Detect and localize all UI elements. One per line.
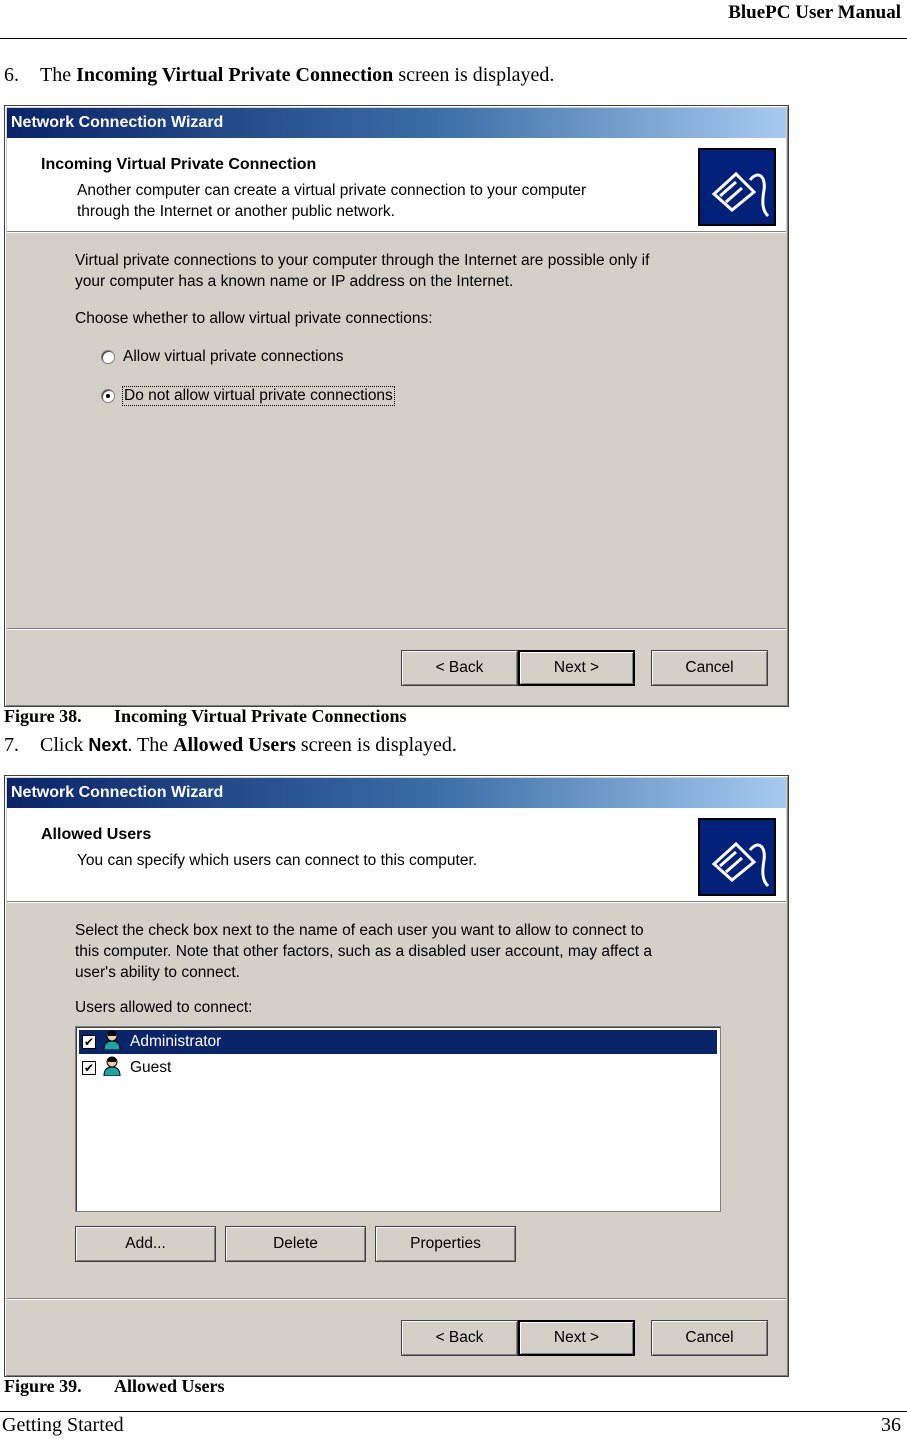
wizard-incoming-vpn	[4, 105, 789, 707]
step-7-screen-name: Allowed Users	[173, 734, 296, 756]
step-7-suffix: screen is displayed.	[295, 734, 457, 756]
user-checkbox[interactable]: ✔	[83, 1035, 95, 1049]
step-7-prefix: Click	[40, 734, 89, 756]
network-plug-icon	[698, 818, 776, 896]
wizard-body	[7, 904, 786, 1374]
wizard-subheading	[77, 180, 677, 222]
wizard-header	[7, 138, 786, 232]
figure-38-label: Figure 38.	[4, 706, 82, 726]
next-button[interactable]: Next >	[518, 650, 635, 686]
choose-prompt: Choose whether to allow virtual private connections:	[75, 310, 433, 327]
add-user-button[interactable]: Add...	[75, 1226, 216, 1262]
step-7	[4, 734, 457, 757]
radio-allow-label: Allow virtual private connections	[123, 348, 344, 365]
user-icon	[102, 1056, 122, 1081]
step-6	[4, 64, 554, 87]
back-button[interactable]: < Back	[401, 1320, 518, 1356]
cancel-button[interactable]: Cancel	[651, 1320, 768, 1356]
figure-39-label: Figure 39.	[4, 1376, 82, 1396]
radio-allow-vpn[interactable]	[101, 348, 344, 366]
subheading-line-1: Another computer can create a virtual private connection to your computer	[77, 182, 587, 199]
step-7-middle: . The	[127, 734, 174, 756]
step-6-prefix: The	[40, 64, 77, 86]
wizard-header	[7, 808, 786, 902]
wizard-body	[7, 234, 786, 704]
list-item[interactable]	[79, 1030, 717, 1054]
button-separator	[7, 628, 786, 629]
radio-button[interactable]	[101, 350, 115, 364]
users-list-label: Users allowed to connect:	[75, 999, 253, 1016]
body-line-1: Select the check box next to the name of each user you want to allow to connect to	[75, 922, 644, 939]
figure-39-caption	[4, 1376, 225, 1397]
page-header-title: BluePC User Manual	[728, 2, 901, 23]
body-line-1: Virtual private connections to your computer through the Internet are possible only if	[75, 252, 650, 269]
user-name: Administrator	[130, 1033, 222, 1050]
header-rule	[0, 38, 907, 39]
back-button[interactable]: < Back	[401, 650, 518, 686]
figure-38-title: Incoming Virtual Private Connections	[114, 706, 407, 726]
window-title: Network Connection Wizard	[7, 108, 786, 138]
cancel-button[interactable]: Cancel	[651, 650, 768, 686]
body-line-2: your computer has a known name or IP address on the Internet.	[75, 273, 514, 290]
properties-button[interactable]: Properties	[375, 1226, 516, 1262]
network-plug-icon	[698, 148, 776, 226]
wizard-heading: Incoming Virtual Private Connection	[41, 156, 317, 173]
next-button[interactable]: Next >	[518, 1320, 635, 1356]
step-6-screen-name: Incoming Virtual Private Connection	[76, 64, 394, 86]
user-checkbox[interactable]: ✔	[83, 1061, 95, 1075]
users-listbox[interactable]	[75, 1026, 721, 1212]
button-separator	[7, 1298, 786, 1299]
radio-deny-vpn[interactable]	[101, 387, 394, 405]
subheading-line-2: through the Internet or another public network.	[77, 203, 395, 220]
users-info-text	[75, 920, 652, 983]
radio-deny-label: Do not allow virtual private connections	[124, 387, 393, 404]
step-6-suffix: screen is displayed.	[393, 64, 555, 86]
body-line-3: user's ability to connect.	[75, 964, 240, 981]
footer-rule	[0, 1411, 907, 1412]
user-icon	[102, 1030, 122, 1055]
window-title: Network Connection Wizard	[7, 778, 786, 808]
step-7-number: 7.	[4, 734, 19, 756]
delete-user-button[interactable]: Delete	[225, 1226, 366, 1262]
user-name: Guest	[130, 1059, 172, 1076]
wizard-heading: Allowed Users	[41, 826, 152, 843]
wizard-allowed-users	[4, 775, 789, 1377]
list-item[interactable]	[79, 1056, 717, 1080]
radio-button-selected[interactable]	[101, 389, 115, 403]
figure-38-caption	[4, 706, 407, 727]
step-6-number: 6.	[4, 64, 19, 86]
footer-section: Getting Started	[2, 1414, 124, 1436]
wizard-subheading: You can specify which users can connect to this computer.	[77, 852, 478, 869]
vpn-info-text	[75, 250, 649, 292]
body-line-2: this computer. Note that other factors, such as a disabled user account, may affect a	[75, 943, 652, 960]
figure-39-title: Allowed Users	[114, 1376, 225, 1396]
step-7-next-keyword: Next	[88, 735, 128, 755]
page-number: 36	[881, 1414, 901, 1436]
